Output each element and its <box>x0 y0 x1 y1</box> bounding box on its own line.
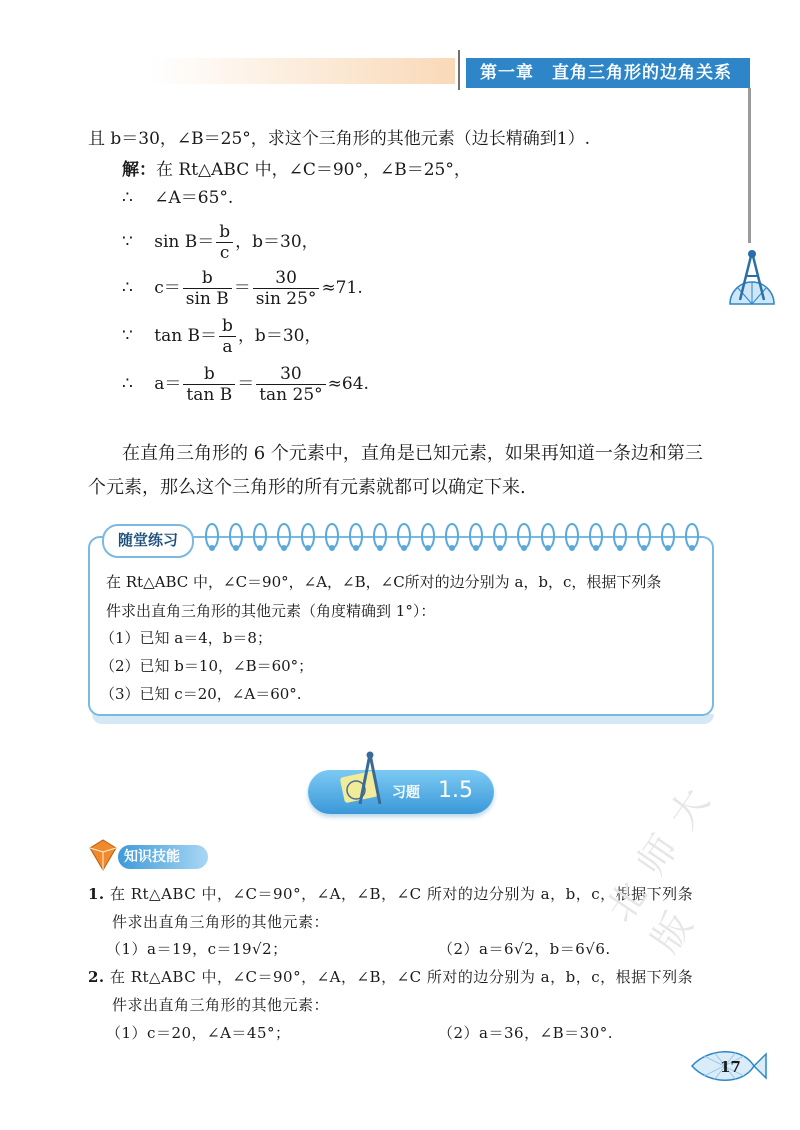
numerator: b <box>183 364 235 385</box>
fraction-b-over-a <box>219 316 236 357</box>
chapter-title: 第一章 直角三角形的边角关系 <box>466 58 750 88</box>
approx-result: ≈71. <box>321 278 363 298</box>
denominator: c <box>219 243 230 263</box>
skills-title: 知识技能 <box>118 845 208 869</box>
solution-text-5: ，b＝30， <box>237 326 322 346</box>
numerator: b <box>216 222 233 243</box>
question-2-part-b: （2）a＝36，∠B＝30°. <box>438 1024 614 1042</box>
numerator: b <box>219 316 236 337</box>
solution-text-2: ∠A＝65°. <box>154 188 234 208</box>
because-symbol: ∵ <box>122 326 133 346</box>
fraction-30-over-sin25 <box>253 268 320 309</box>
practice-line-2: 件求出直角三角形的其他元素（角度精确到 1°）： <box>106 602 436 620</box>
fraction-b-over-c <box>216 222 233 263</box>
summary-paragraph-line-2: 个元素，那么这个三角形的所有元素就都可以确定下来. <box>88 477 526 498</box>
equals-sign: ＝ <box>237 374 255 394</box>
sin-b-lhs: sin B＝ <box>154 232 215 252</box>
diamond-icon <box>88 838 118 872</box>
spiral-binding-icon <box>200 518 700 554</box>
solution-line-6 <box>122 364 369 405</box>
question-1-text: 在 Rt△ABC 中，∠C＝90°，∠A，∠B，∠C 所对的边分别为 a，b，c，根据下列条 <box>109 885 694 903</box>
denominator: sin B <box>185 289 229 309</box>
denominator: sin 25° <box>255 289 317 309</box>
therefore-symbol: ∴ <box>122 374 133 394</box>
question-2-number: 2. <box>88 968 105 986</box>
question-2-text: 在 Rt△ABC 中，∠C＝90°，∠A，∠B，∠C 所对的边分别为 a，b，c，根据下列条 <box>109 968 694 986</box>
practice-item-3: （3）已知 c＝20，∠A＝60°. <box>100 685 302 703</box>
c-lhs: c＝ <box>154 278 181 298</box>
fraction-b-over-tanb <box>183 364 235 405</box>
compass-protractor-icon <box>724 244 780 308</box>
fraction-b-over-sinb <box>183 268 232 309</box>
solution-line-1 <box>122 158 471 182</box>
a-lhs: a＝ <box>154 374 182 394</box>
solution-line-4 <box>122 268 363 309</box>
header-gradient-bar <box>150 58 455 84</box>
practice-line-1: 在 Rt△ABC 中，∠C＝90°，∠A，∠B，∠C所对的边分别为 a，b，c，根据下列条 <box>106 573 662 591</box>
denominator: a <box>222 337 233 357</box>
practice-title: 随堂练习 <box>102 524 194 558</box>
fraction-30-over-tan25 <box>256 364 325 405</box>
because-symbol: ∵ <box>122 232 133 252</box>
solution-label: 解： <box>122 160 156 180</box>
question-2-line-2: 件求出直角三角形的其他元素： <box>112 996 330 1014</box>
practice-item-1: （1）已知 a＝4，b＝8； <box>100 629 272 647</box>
denominator: tan 25° <box>259 385 323 405</box>
solution-text-1: 在 Rt△ABC 中，∠C＝90°，∠B＝25°， <box>156 160 471 180</box>
therefore-symbol: ∴ <box>122 188 133 208</box>
question-2-part-a: （1）c＝20，∠A＝45°； <box>106 1024 291 1042</box>
intro-line: 且 b＝30，∠B＝25°，求这个三角形的其他元素（边长精确到1）. <box>88 129 591 149</box>
denominator: tan B <box>186 385 233 405</box>
header-separator <box>458 50 460 90</box>
tan-b-lhs: tan B＝ <box>154 326 218 346</box>
solution-line-2 <box>122 186 233 210</box>
therefore-symbol: ∴ <box>122 278 133 298</box>
question-1-line-2: 件求出直角三角形的其他元素： <box>112 913 330 931</box>
approx-result: ≈64. <box>327 374 369 394</box>
exercise-number: 1.5 <box>438 778 473 803</box>
solution-line-5 <box>122 316 321 357</box>
numerator: 30 <box>253 268 320 289</box>
equals-sign: ＝ <box>233 278 251 298</box>
practice-item-2: （2）已知 b＝10，∠B＝60°； <box>100 657 314 675</box>
numerator: b <box>183 268 232 289</box>
numerator: 30 <box>256 364 325 385</box>
question-2-line-1 <box>88 964 693 990</box>
solution-line-3 <box>122 222 319 263</box>
question-1-number: 1. <box>88 885 105 903</box>
summary-paragraph-line-1: 在直角三角形的 6 个元素中，直角是已知元素，如果再知道一条边和第三 <box>122 443 703 464</box>
watermark: 北师大版 <box>597 765 728 961</box>
question-1-part-b: （2）a＝6√2，b＝6√6. <box>438 940 611 958</box>
solution-text-3: ，b＝30， <box>235 232 319 252</box>
page-number: 17 <box>720 1058 741 1076</box>
question-1-part-a: （1）a＝19，c＝19√2； <box>106 940 288 958</box>
margin-rule <box>748 88 751 243</box>
compass-icon <box>336 748 394 814</box>
exercise-label: 习题 <box>392 785 420 801</box>
